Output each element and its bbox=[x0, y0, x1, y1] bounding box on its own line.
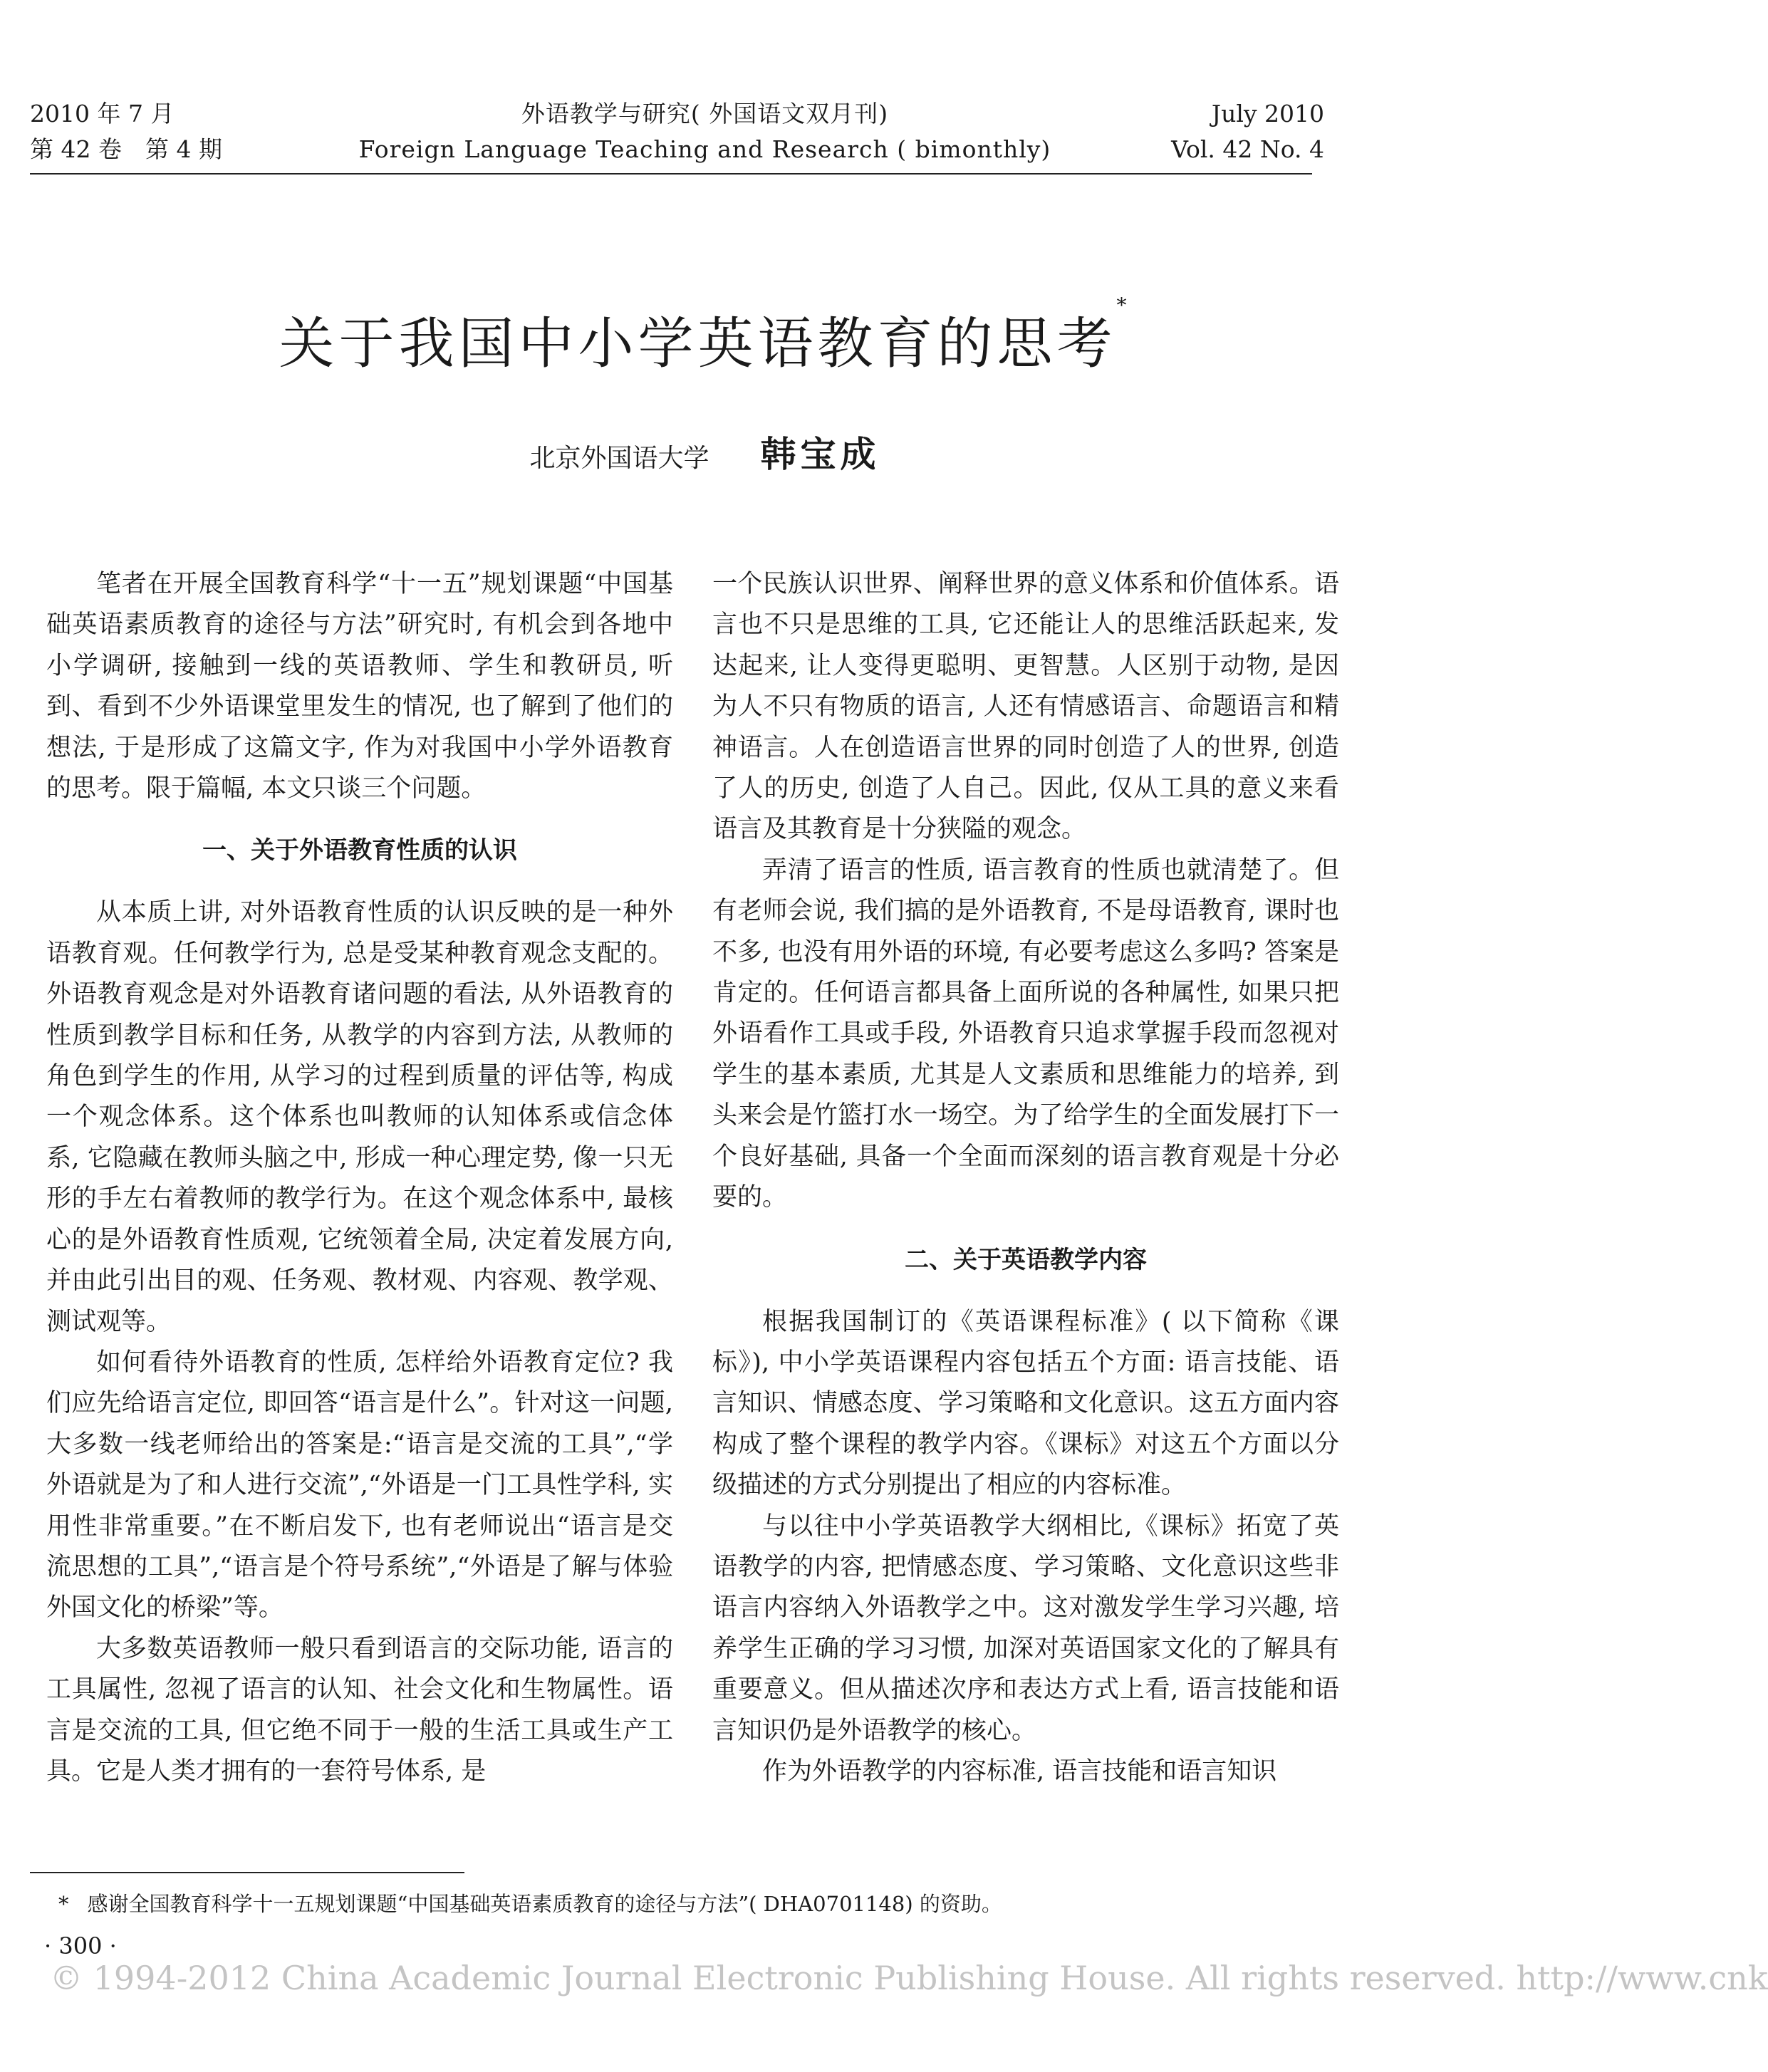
footnote bbox=[58, 1890, 1002, 1918]
paragraph: 从本质上讲, 对外语教育性质的认识反映的是一种外语教育观。任何教学行为, 总是受某种教育观念支配的。外语教育观念是对外语教育诸问题的看法, 从外语教育的性质到教学目标和任务, 从教学的内容到方法, 从教师的角色到学生的作用, 从学习的过程到质量的评估等, 构成一个观念体系。这个体系也叫教师的认知体系或信念体系, 它隐藏在教师头脑之中, 形成一种心理定势, 像一只无形的手左右着教师的教学行为。在这个观念体系中, 最核心的是外语教育性质观, 它统领着全局, 决定着发展方向, 并由此引出目的观、任务观、教材观、内容观、教学观、测试观等。 bbox=[46, 898, 673, 1336]
paragraph: 笔者在开展全国教育科学“十一五”规划课题“中国基础英语素质教育的途径与方法”研究时, 有机会到各地中小学调研, 接触到一线的英语教师、学生和教研员, 听到、看到不少外语课堂里发生的情况, 也了解到了他们的想法, 于是形成了这篇文字, 作为对我国中小学外语教育的思考。限于篇幅, 本文只谈三个问题。 bbox=[46, 570, 673, 803]
paragraph: 弄清了语言的性质, 语言教育的性质也就清楚了。但有老师会说, 我们搞的是外语教育, 不是母语教育, 课时也不多, 也没有用外语的环境, 有必要考虑这么多吗? 答案是肯定的。任何语言都具备上面所说的各种属性, 如果只把外语看作工具或手段, 外语教育只追求掌握手段而忽视对学生的基本素质, 尤其是人文素质和思维能力的培养, 到头来会是竹篮打水一场空。为了给学生的全面发展打下一个良好基础, 具备一个全面而深刻的语言教育观是十分必要的。 bbox=[712, 855, 1339, 1212]
header-right bbox=[1171, 96, 1324, 167]
page-number: · 300 · bbox=[44, 1932, 117, 1959]
journal-name-en: Foreign Language Teaching and Research ( bimonthly) bbox=[358, 135, 1051, 163]
body-column-right bbox=[712, 564, 1339, 1792]
title-text: 关于我国中小学英语教育的思考 bbox=[279, 312, 1117, 376]
paragraph: 与以往中小学英语教学大纲相比,《课标》拓宽了英语教学的内容, 把情感态度、学习策略、文化意识这些非语言内容纳入外语教学之中。这对激发学生学习兴趣, 培养学生正确的学习习惯, 加深对英语国家文化的了解具有重要意义。但从描述次序和表达方式上看, 语言技能和语言知识仍是外语教学的核心。 bbox=[712, 1511, 1339, 1745]
journal-name-cn: 外语教学与研究( 外国语文双月刊) bbox=[521, 100, 889, 127]
body-column-left bbox=[46, 564, 673, 1792]
article-title bbox=[0, 293, 1410, 379]
issue-volume-en: Vol. 42 No. 4 bbox=[1171, 135, 1324, 163]
issue-date-en: July 2010 bbox=[1211, 100, 1324, 127]
footnote-mark: * bbox=[58, 1892, 69, 1916]
paragraph: 大多数英语教师一般只看到语言的交际功能, 语言的工具属性, 忽视了语言的认知、社会文化和生物属性。语言是交流的工具, 但它绝不同于一般的生活工具或生产工具。它是人类才拥有的一套符号体系, 是 bbox=[46, 1634, 673, 1786]
paragraph: 作为外语教学的内容标准, 语言技能和语言知识 bbox=[762, 1756, 1277, 1786]
section-heading: 一、关于外语教育性质的认识 bbox=[202, 836, 517, 865]
footnote-text: 感谢全国教育科学十一五规划课题“中国基础英语素质教育的途径与方法”( DHA0701148) 的资助。 bbox=[87, 1892, 1002, 1916]
issue-date-cn: 2010 年 7 月 bbox=[30, 100, 175, 127]
section-heading: 二、关于英语教学内容 bbox=[905, 1245, 1147, 1274]
issue-volume-cn: 第 42 卷 第 4 期 bbox=[30, 135, 222, 163]
header-rule bbox=[30, 173, 1312, 175]
footnote-rule bbox=[30, 1872, 464, 1873]
author-affiliation: 北京外国语大学 bbox=[529, 444, 709, 473]
paragraph: 如何看待外语教育的性质, 怎样给外语教育定位? 我们应先给语言定位, 即回答“语言是什么”。针对这一问题, 大多数一线老师给出的答案是:“语言是交流的工具”,“学外语就是为了和人进行交流”,“外语是一门工具性学科, 实用性非常重要。”在不断启发下, 也有老师说出“语言是交流思想的工具”,“语言是个符号系统”,“外语是了解与体验外国文化的桥梁”等。 bbox=[46, 1348, 673, 1623]
paragraph: 根据我国制订的《英语课程标准》( 以下简称《课标》), 中小学英语课程内容包括五个方面: 语言技能、语言知识、情感态度、学习策略和文化意识。这五方面内容构成了整个课程的教学内容。《课标》对这五个方面以分级描述的方式分别提出了相应的内容标准。 bbox=[712, 1307, 1339, 1500]
copyright-watermark: © 1994-2012 China Academic Journal Electronic Publishing House. All rights reserved. http://www.cnk bbox=[50, 1959, 1768, 1997]
byline bbox=[0, 426, 1410, 477]
author-name: 韩宝成 bbox=[760, 433, 880, 475]
title-footnote-mark: * bbox=[1116, 293, 1131, 317]
paragraph-continued: 一个民族认识世界、阐释世界的意义体系和价值体系。语言也不只是思维的工具, 它还能让人的思维活跃起来, 发达起来, 让人变得更聪明、更智慧。人区别于动物, 是因为人不只有物质的语言, 人还有情感语言、命题语言和精神语言。人在创造语言世界的同时创造了人的世界, 创造了人的历史, 创造了人自己。因此, 仅从工具的意义来看语言及其教育是十分狭隘的观念。 bbox=[712, 570, 1339, 844]
